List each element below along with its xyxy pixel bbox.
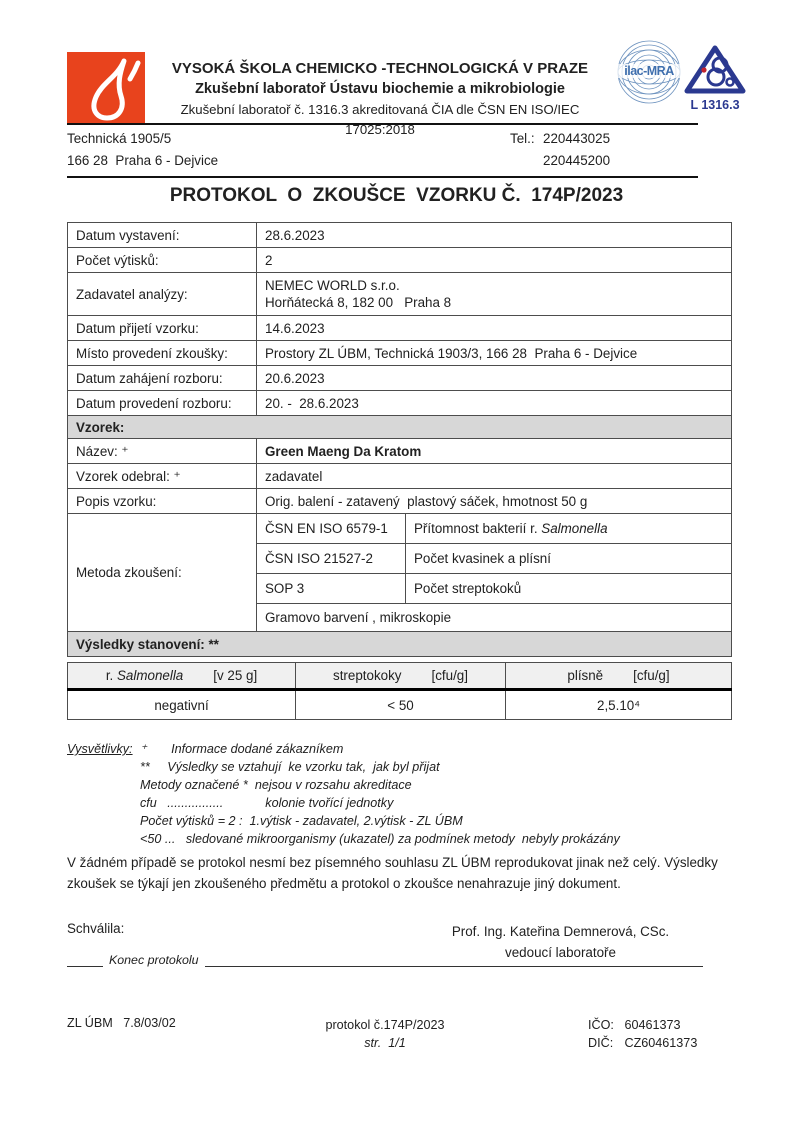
footer-document-code: ZL ÚBM 7.8/03/02	[67, 1016, 176, 1030]
row-label: Popis vzorku:	[68, 489, 257, 514]
note-line: Metody označené * nejsou v rozsahu akreditace	[140, 778, 412, 792]
row-label: Název: ⁺	[68, 439, 257, 464]
table-row	[68, 316, 732, 341]
ilac-mra-logo	[616, 39, 682, 105]
note-line: <50 ... sledované mikroorganismy (ukazatel) za podmínek metody nebyly prokázány	[140, 832, 620, 846]
table-row	[68, 366, 732, 391]
flask-icon	[67, 52, 145, 123]
result-value-plisne: 2,5.10⁴	[506, 690, 732, 720]
note-line: ** Výsledky se vztahují ke vzorku tak, jak byl přijat	[140, 760, 440, 774]
method-code: ČSN EN ISO 6579-1	[257, 514, 406, 544]
row-label: Zadavatel analýzy:	[68, 273, 257, 316]
note-line: cfu ................ kolonie tvořící jednotky	[140, 796, 394, 810]
accreditation-line: Zkušební laboratoř č. 1316.3 akreditovaná ČIA dle ČSN EN ISO/IEC 17025:2018	[180, 102, 580, 137]
table-row	[68, 341, 732, 366]
row-label: Datum zahájení rozboru:	[68, 366, 257, 391]
table-row	[68, 391, 732, 416]
row-label: Místo provedení zkoušky:	[68, 341, 257, 366]
result-value-salmonella: negativní	[68, 690, 296, 720]
approved-by-label: Schválila:	[67, 921, 125, 936]
ico-row	[588, 1016, 697, 1034]
ilac-mra-label: ilac-MRA	[616, 64, 682, 78]
results-value-row	[68, 690, 732, 720]
note-line: ⁺ Informace dodané zákazníkem	[140, 742, 344, 756]
dic-value: CZ60461373	[624, 1036, 698, 1050]
cia-number-label: L 1316.3	[690, 98, 740, 112]
section-label: Výsledky stanovení: **	[68, 632, 732, 657]
result-header-streptokoky: streptokoky [cfu/g]	[296, 663, 506, 690]
row-value: 28.6.2023	[257, 223, 732, 248]
phone-number-1: 220443025	[543, 131, 611, 146]
client-name: NEMEC WORLD s.r.o.	[265, 278, 400, 293]
row-value	[257, 273, 732, 316]
method-desc: Počet kvasinek a plísní	[406, 544, 732, 574]
end-of-protocol-label: Konec protokolu	[109, 953, 199, 967]
row-label: Datum provedení rozboru:	[68, 391, 257, 416]
street-line: Technická 1905/5	[67, 131, 172, 146]
footer-center	[290, 1016, 480, 1052]
method-desc: Přítomnost bakterií r. Salmonella	[406, 514, 732, 544]
row-label: Datum vystavení:	[68, 223, 257, 248]
ico-label: IČO:	[588, 1018, 614, 1032]
sample-name: Green Maeng Da Kratom	[257, 439, 732, 464]
dic-row	[588, 1034, 697, 1052]
table-row	[68, 464, 732, 489]
method-desc: Počet streptokoků	[406, 574, 732, 604]
dic-label: DIČ:	[588, 1036, 614, 1050]
approver-name: Prof. Ing. Kateřina Demnerová, CSc.	[451, 924, 670, 939]
row-value: 14.6.2023	[257, 316, 732, 341]
underscore-segment	[205, 952, 703, 967]
notes-list	[140, 740, 620, 848]
end-of-protocol-line	[67, 952, 703, 967]
row-value: Prostory ZL ÚBM, Technická 1903/3, 166 28 Praha 6 - Dejvice	[257, 341, 732, 366]
row-label: Počet výtisků:	[68, 248, 257, 273]
address-row	[67, 128, 698, 150]
notes-label: Vysvětlivky:	[67, 742, 133, 756]
row-label: Datum přijetí vzorku:	[68, 316, 257, 341]
section-label: Vzorek:	[68, 416, 732, 439]
result-header-salmonella: r. Salmonella [v 25 g]	[68, 663, 296, 690]
protocol-table	[67, 222, 732, 657]
city-line: 166 28 Praha 6 - Dejvice	[67, 153, 219, 168]
method-code: ČSN ISO 21527-2	[257, 544, 406, 574]
method-label: Metoda zkoušení:	[68, 514, 257, 632]
method-extra: Gramovo barvení , mikroskopie	[257, 604, 732, 632]
ico-value: 60461373	[624, 1018, 681, 1032]
cia-triangle-icon	[684, 44, 746, 94]
phone-number-2: 220445200	[543, 153, 611, 168]
results-table	[67, 662, 732, 720]
laboratory-name: Zkušební laboratoř Ústavu biochemie a mikrobiologie	[195, 81, 565, 97]
row-value: 20. - 28.6.2023	[257, 391, 732, 416]
vscht-logo	[67, 52, 145, 123]
underscore-segment	[67, 952, 103, 967]
footer-company-ids	[588, 1016, 697, 1052]
footer-protocol-number: protokol č.174P/2023	[325, 1018, 445, 1032]
phone-label: Tel.:	[510, 131, 535, 146]
result-value-streptokoky: < 50	[296, 690, 506, 720]
table-row	[68, 514, 732, 544]
approver-role: vedoucí laboratoře	[505, 945, 616, 960]
address-block	[67, 123, 698, 178]
row-value: 20.6.2023	[257, 366, 732, 391]
table-row	[68, 439, 732, 464]
method-code: SOP 3	[257, 574, 406, 604]
institution-name: VYSOKÁ ŠKOLA CHEMICKO -TECHNOLOGICKÁ V PRAZE	[171, 60, 589, 77]
table-row	[68, 273, 732, 316]
table-row	[68, 223, 732, 248]
row-value: 2	[257, 248, 732, 273]
results-header-row	[68, 663, 732, 690]
section-row-vysledky	[68, 632, 732, 657]
result-header-plisne: plísně [cfu/g]	[506, 663, 732, 690]
table-row	[68, 248, 732, 273]
row-value: Orig. balení - zatavený plastový sáček, hmotnost 50 g	[257, 489, 732, 514]
page-title: PROTOKOL O ZKOUŠCE VZORKU Č. 174P/2023	[169, 185, 624, 206]
row-label: Vzorek odebral: ⁺	[68, 464, 257, 489]
table-row	[68, 489, 732, 514]
address-row	[67, 150, 698, 172]
note-line: Počet výtisků = 2 : 1.výtisk - zadavatel, 2.výtisk - ZL ÚBM	[140, 814, 463, 828]
cia-logo	[684, 44, 746, 112]
disclaimer-paragraph: V žádném případě se protokol nesmí bez písemného souhlasu ZL ÚBM reprodukovat jinak než celý. Výsledky zkoušek se týkají jen zkoušeného předmětu a protokol o zkoušce nenahrazuje jiný dokument.	[67, 855, 718, 891]
client-address: Horňátecká 8, 182 00 Praha 8	[265, 295, 452, 310]
section-row-vzorek	[68, 416, 732, 439]
row-value: zadavatel	[257, 464, 732, 489]
footer-page-number: str. 1/1	[364, 1036, 406, 1050]
